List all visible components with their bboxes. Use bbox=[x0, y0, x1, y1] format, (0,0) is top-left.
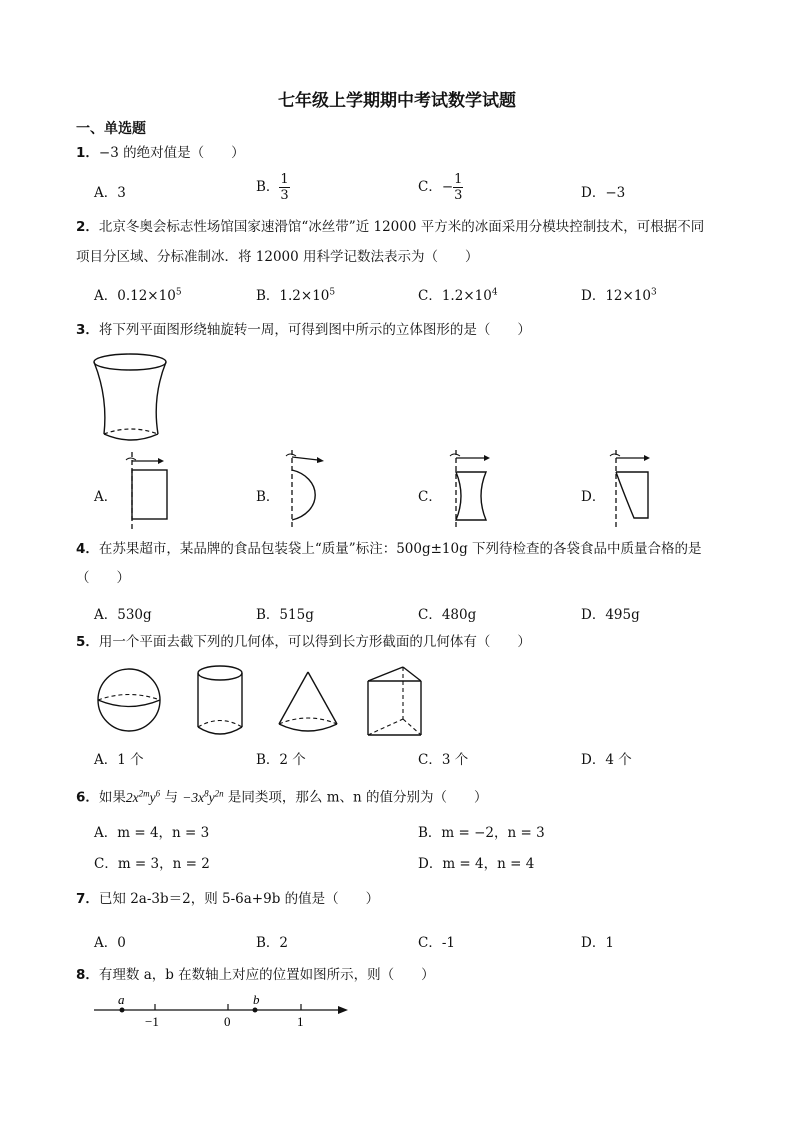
q2-option-b[interactable]: B．$1.2\times 10^5$ bbox=[256, 287, 336, 304]
question-3: 3．将下列平面图形绕轴旋转一周，可得到图中所示的立体图形的是（ ） bbox=[76, 322, 531, 338]
tick-label-0: 0 bbox=[224, 1014, 231, 1029]
question-5: 5．用一个平面去截下列的几何体，可以得到长方形截面的几何体有（ ） bbox=[76, 634, 531, 650]
q2-option-a[interactable]: A．$0.12\times 10^5$ bbox=[94, 287, 182, 304]
q6-option-b[interactable]: B．m = −2，n = 3 bbox=[418, 825, 545, 841]
question-8: 8．有理数 a，b 在数轴上对应的位置如图所示，则（ ） bbox=[76, 967, 435, 983]
q4-option-d[interactable]: D．495g bbox=[581, 607, 640, 623]
q6-option-a[interactable]: A．m = 4，n = 3 bbox=[94, 825, 210, 841]
fraction: $\frac{1}{3}$ bbox=[454, 172, 463, 203]
q3-option-b[interactable]: B． bbox=[256, 489, 280, 505]
cone-figure bbox=[276, 670, 340, 736]
q2-option-c[interactable]: C．$1.2\times 10^4$ bbox=[418, 287, 498, 304]
question-7: 7．已知 2a-3b＝2，则 5-6a+9b 的值是（ ） bbox=[76, 891, 380, 907]
question-text: −3 的绝对值是（ ） bbox=[98, 145, 245, 161]
question-number: 1． bbox=[76, 145, 99, 161]
question-text-line1: 在苏果超市，某品牌的食品包装袋上“质量”标注：500g±10g 下列待检查的各袋食品中质量合格的是 bbox=[98, 541, 702, 557]
vase-solid-figure bbox=[90, 352, 170, 444]
question-1 bbox=[76, 138, 245, 168]
question-4: 4．在苏果超市，某品牌的食品包装袋上“质量”标注：500g±10g 下列待检查的各袋食品中质量合格的是 bbox=[76, 541, 702, 557]
triangular-prism-figure bbox=[363, 665, 425, 737]
q7-option-c[interactable]: C．-1 bbox=[418, 935, 455, 951]
q3-option-c[interactable]: C． bbox=[418, 489, 442, 505]
point-a bbox=[120, 1008, 125, 1013]
question-2-line2: 项目分区域、分标准制冰．将 12000 用科学记数法表示为（ ） bbox=[76, 249, 479, 265]
question-4-line2: （ ） bbox=[76, 570, 130, 586]
q7-option-b[interactable]: B．2 bbox=[256, 935, 289, 951]
fraction: $\frac{1}{3}$ bbox=[280, 172, 289, 203]
tick-label-1: 1 bbox=[297, 1014, 304, 1029]
q4-option-b[interactable]: B．515g bbox=[256, 607, 314, 623]
question-text: 将下列平面图形绕轴旋转一周，可得到图中所示的立体图形的是（ ） bbox=[98, 322, 531, 338]
q5-option-d[interactable]: D．4 个 bbox=[581, 752, 632, 768]
point-b bbox=[253, 1008, 258, 1013]
q1-option-d[interactable]: D．−3 bbox=[581, 185, 626, 201]
label-b: b bbox=[253, 992, 260, 1007]
q1-option-b[interactable] bbox=[256, 172, 290, 203]
q5-option-c[interactable]: C．3 个 bbox=[418, 752, 469, 768]
page-title: 七年级上学期期中考试数学试题 bbox=[278, 91, 516, 111]
q6-option-d[interactable]: D．m = 4，n = 4 bbox=[418, 856, 535, 872]
question-text: 有理数 a，b 在数轴上对应的位置如图所示，则（ ） bbox=[98, 967, 435, 983]
q3-shape-a-rectangle bbox=[118, 452, 173, 530]
question-text-line1: 北京冬奥会标志性场馆国家速滑馆“冰丝带”近 12000 平方米的冰面采用分模块控制技术，可根据不同 bbox=[98, 219, 705, 235]
q6-option-c[interactable]: C．m = 3，n = 2 bbox=[94, 856, 210, 872]
q1-option-c[interactable]: C．− $\frac{1}{3}$ bbox=[418, 172, 463, 203]
arrow-head-icon bbox=[338, 1006, 348, 1014]
question-text: 用一个平面去截下列的几何体，可以得到长方形截面的几何体有（ ） bbox=[98, 634, 531, 650]
q5-option-b[interactable]: B．2 个 bbox=[256, 752, 306, 768]
question-6: 6．如果$2x^{2m}y^6$ 与 $-3x^8y^{2n}$ 是同类项，那么 m、n 的值分别为（ ） bbox=[76, 788, 488, 806]
q3-option-d[interactable]: D． bbox=[581, 489, 606, 505]
option-label: C． bbox=[418, 179, 442, 195]
sphere-figure bbox=[96, 667, 162, 733]
label-a: a bbox=[118, 992, 125, 1007]
q4-option-a[interactable]: A．530g bbox=[94, 607, 152, 623]
number-line-figure bbox=[92, 992, 352, 1032]
question-text: 已知 2a-3b＝2，则 5-6a+9b 的值是（ ） bbox=[98, 891, 380, 907]
option-label: B． bbox=[256, 179, 280, 195]
term-2: $-3x^8y^{2n}$ bbox=[182, 788, 224, 805]
tick-label-neg1: −1 bbox=[145, 1014, 159, 1029]
section-heading: 一、单选题 bbox=[76, 121, 146, 137]
q7-option-a[interactable]: A．0 bbox=[94, 935, 126, 951]
q4-option-c[interactable]: C．480g bbox=[418, 607, 477, 623]
q3-shape-d-curved bbox=[602, 450, 662, 528]
q3-shape-b-semicircle bbox=[278, 450, 338, 528]
q3-shape-c-concave bbox=[442, 450, 502, 528]
q7-option-d[interactable]: D．1 bbox=[581, 935, 614, 951]
q2-option-d[interactable]: D．$12\times 10^3$ bbox=[581, 287, 657, 304]
question-2: 2．北京冬奥会标志性场馆国家速滑馆“冰丝带”近 12000 平方米的冰面采用分模块控制技术，可根据不同 bbox=[76, 219, 705, 235]
cylinder-figure bbox=[195, 664, 245, 736]
q5-option-a[interactable]: A．1 个 bbox=[94, 752, 144, 768]
q3-option-a[interactable]: A． bbox=[94, 489, 118, 505]
q1-option-a[interactable]: A．3 bbox=[94, 185, 126, 201]
term-1: $2x^{2m}y^6$ bbox=[125, 788, 161, 805]
